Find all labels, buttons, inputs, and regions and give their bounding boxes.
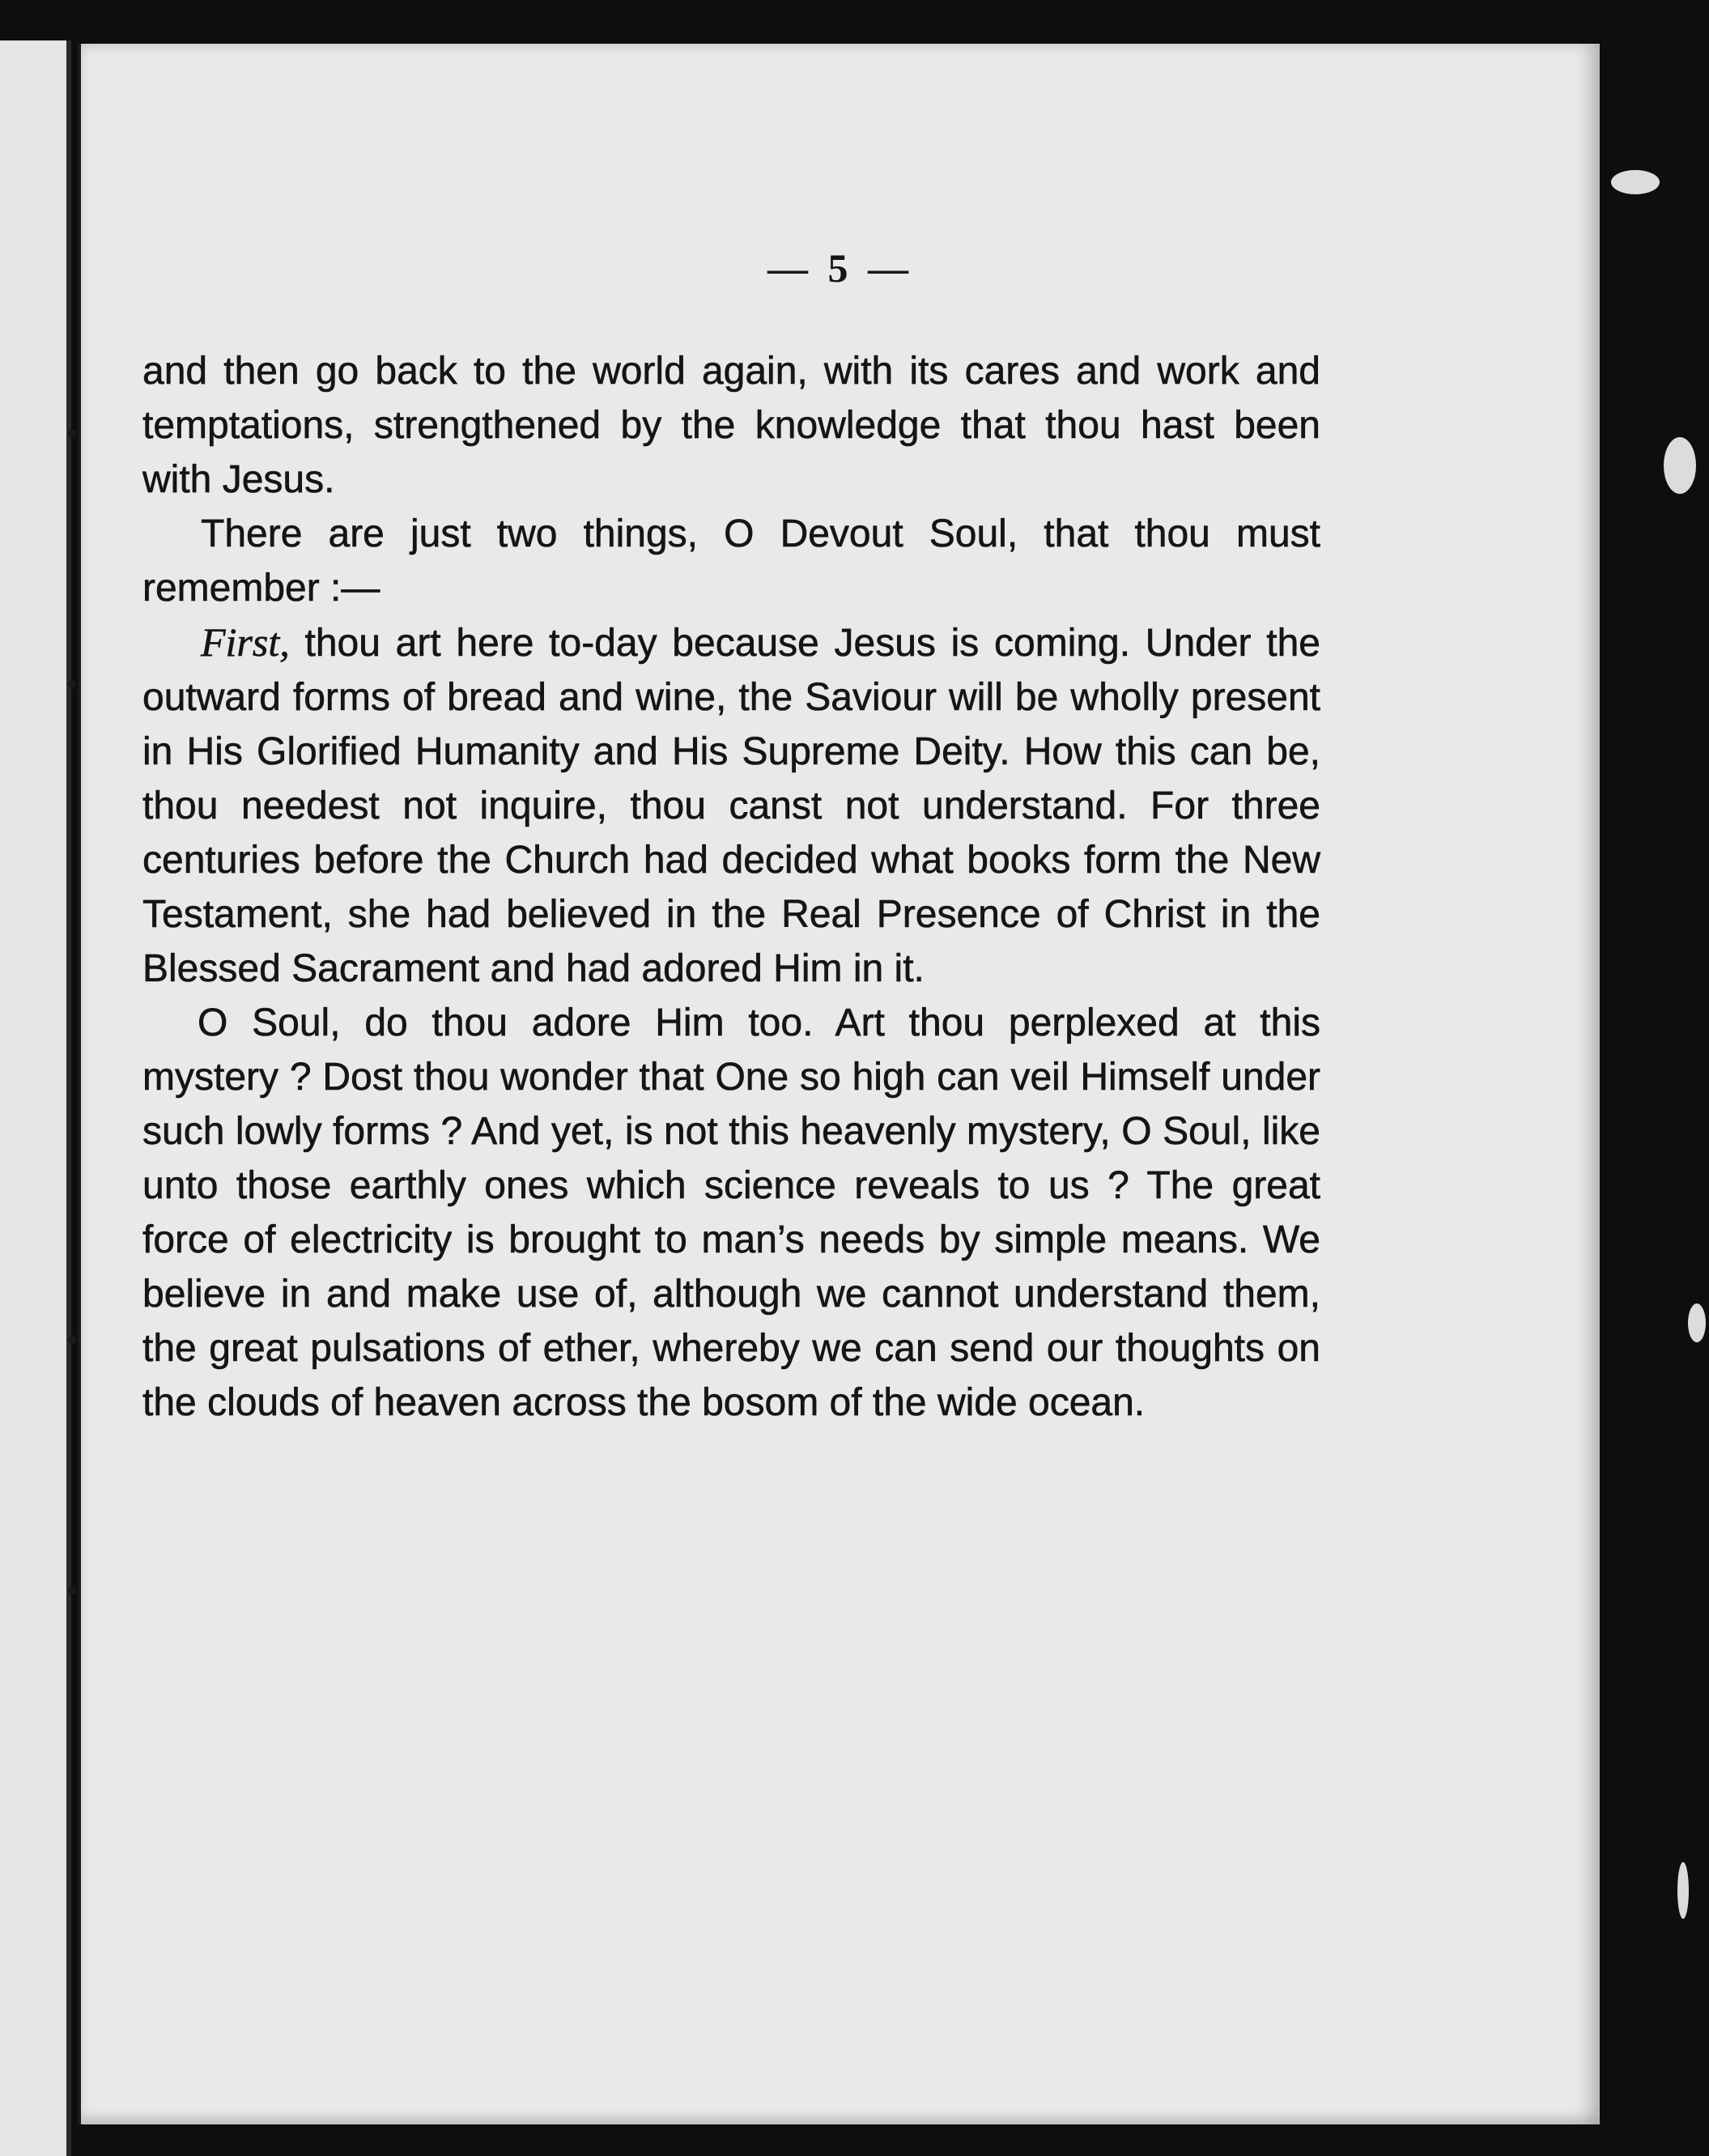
paragraph-3-text: thou art here to-day because Jesus is coming. Under the outward forms of bread and wine, the Saviour will be wholly present in His Glorified Humanity and His Supreme Deity. How this can be, thou needest not inquire, thou canst not understand. For three centuries before the Church had decided what books form the New Testament, she had believed in the Real Presence of Christ in the Blessed Sacrament and had adored Him in it. — [142, 622, 1320, 990]
paragraph-4-text: O Soul, do thou adore Him too. Art thou perplexed at this mystery ? Dost thou wonder that One so high can veil Himself under such lowly forms ? And yet, is not this heavenly mystery, O Soul, like unto those earthly ones which science reveals to us ? The great force of electricity is brought to man’s needs by simple means. We believe in and make use of, although we cannot understand them, the great pulsations of ether, whereby we can send our thoughts on the clouds of heaven across the bosom of the wide ocean. — [142, 1001, 1320, 1424]
binding-marks — [68, 340, 76, 1716]
paragraph-2 — [142, 507, 1320, 615]
paragraph-3 — [142, 615, 1320, 996]
page-number: — 5 — — [767, 245, 913, 291]
paragraph-2-text: There are just two things, O Devout Soul, that thou must remember :— — [142, 512, 1320, 610]
paragraph-1-text: and then go back to the world again, with its cares and work and temptations, strengthened by the knowledge that thou hast been with Jesus. — [142, 350, 1320, 501]
paragraph-1 — [142, 344, 1320, 507]
paragraph-3-lead: First, — [201, 619, 290, 665]
left-page-edge — [0, 40, 71, 2156]
paragraph-4 — [142, 996, 1320, 1430]
body-text — [142, 344, 1320, 1430]
